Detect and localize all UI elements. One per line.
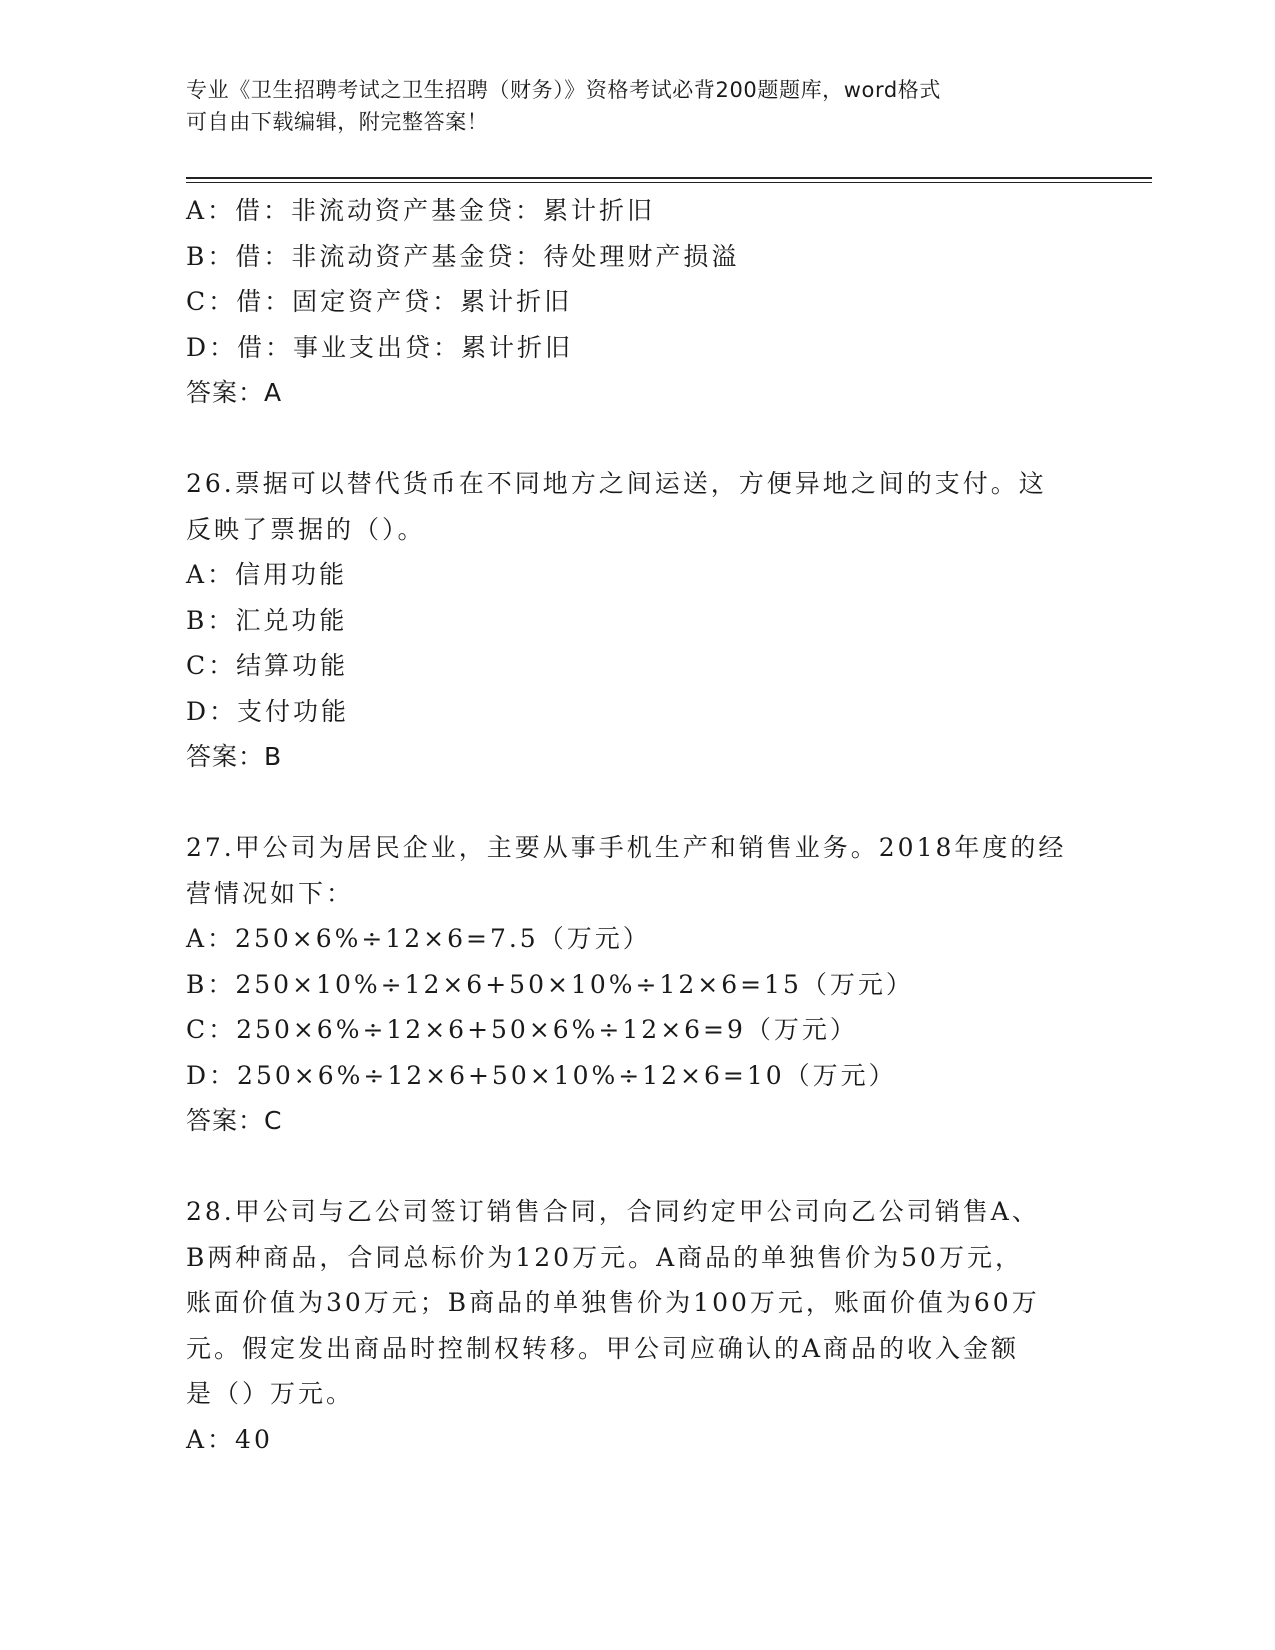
question-26 (186, 461, 1076, 780)
option-b: B：汇兑功能 (186, 605, 348, 635)
question-text-line: 27.甲公司为居民企业，主要从事手机生产和销售业务。2018年度的经 (186, 833, 1067, 862)
question-text-line: 账面价值为30万元；B商品的单独售价为100万元，账面价值为60万 (186, 1288, 1040, 1317)
option-b: B：250×10%÷12×6+50×10%÷12×6=15（万元） (186, 969, 914, 999)
option-a: A：40 (186, 1424, 273, 1454)
question-text-line: B两种商品，合同总标价为120万元。A商品的单独售价为50万元， (186, 1242, 1023, 1272)
question-text-line: 元。假定发出商品时控制权转移。甲公司应确认的A商品的收入金额 (186, 1333, 1020, 1363)
question-25 (186, 188, 1076, 416)
option-d: D：借：事业支出贷：累计折旧 (186, 332, 574, 362)
question-text-line: 营情况如下： (186, 878, 355, 908)
question-28 (186, 1189, 1076, 1462)
document-header (186, 74, 1066, 138)
header-divider-thick (186, 177, 1152, 179)
question-text-line: 是（）万元。 (186, 1379, 355, 1408)
option-a: A：250×6%÷12×6=7.5（万元） (186, 924, 651, 953)
answer-line: 答案：B (186, 742, 283, 771)
question-content (186, 188, 1076, 1462)
answer-line: 答案：A (186, 378, 283, 407)
option-d: D：支付功能 (186, 696, 350, 726)
spacer (186, 1144, 1076, 1190)
spacer (186, 416, 1076, 462)
option-a: A：借：非流动资产基金贷：累计折旧 (186, 196, 656, 225)
option-c: C：结算功能 (186, 651, 349, 680)
option-c: C：250×6%÷12×6+50×6%÷12×6=9（万元） (186, 1015, 858, 1044)
spacer (186, 780, 1076, 826)
question-text-line: 26.票据可以替代货币在不同地方之间运送，方便异地之间的支付。这 (186, 469, 1047, 498)
option-d: D：250×6%÷12×6+50×10%÷12×6=10（万元） (186, 1060, 897, 1090)
option-b: B：借：非流动资产基金贷：待处理财产损溢 (186, 241, 740, 271)
answer-line: 答案：C (186, 1106, 283, 1135)
option-a: A：信用功能 (186, 560, 348, 589)
question-27 (186, 825, 1076, 1144)
header-line-2: 可自由下载编辑，附完整答案！ (186, 110, 489, 134)
question-text-line: 28.甲公司与乙公司签订销售合同，合同约定甲公司向乙公司销售A、 (186, 1197, 1040, 1226)
header-line-1: 专业《卫生招聘考试之卫生招聘（财务）》资格考试必背200题题库，word格式 (186, 78, 941, 102)
option-c: C：借：固定资产贷：累计折旧 (186, 287, 573, 316)
question-text-line: 反映了票据的（）。 (186, 514, 426, 544)
header-divider-thin (186, 182, 1152, 183)
